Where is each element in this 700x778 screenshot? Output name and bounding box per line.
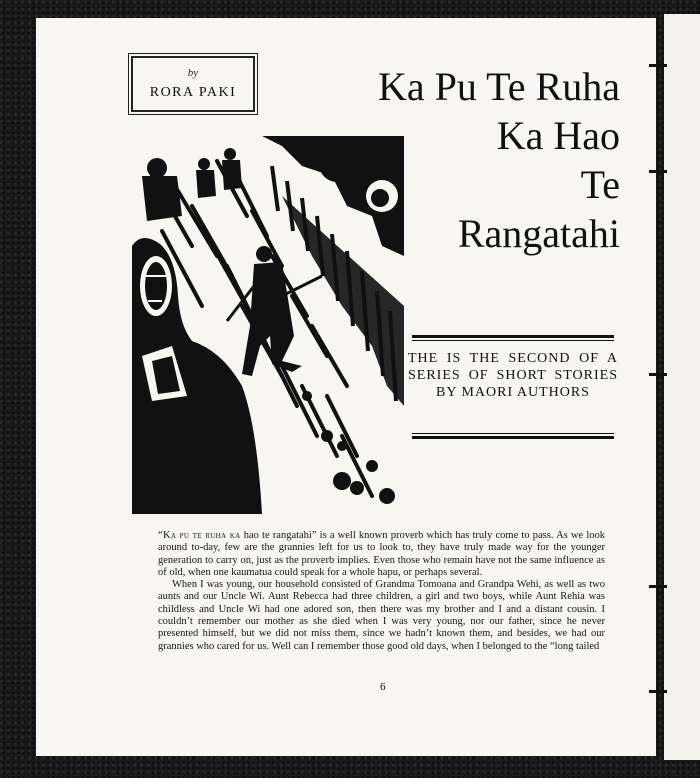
facing-page-edge (664, 14, 700, 760)
book-spine (657, 14, 659, 760)
author-box (128, 53, 258, 115)
page-number: 6 (380, 681, 386, 693)
binding-mark (649, 690, 667, 693)
binding-mark (649, 373, 667, 376)
title-line: Ka Hao (496, 113, 620, 158)
binding-mark (649, 64, 667, 67)
binding-mark (649, 170, 667, 173)
top-rule (412, 335, 614, 338)
author-name: RORA PAKI (149, 85, 237, 100)
author-box-inner (131, 56, 255, 112)
title-line: Te (580, 162, 620, 207)
paragraph (158, 530, 605, 579)
bottom-rule (412, 436, 614, 439)
binding-mark (649, 585, 667, 588)
byline: by (187, 67, 199, 79)
opening-words: “Ka pu te ruha ka (158, 530, 241, 541)
title-line: Ka Pu Te Ruha (378, 64, 620, 109)
paragraph-text: hao te rangatahi” is a well known proverb which has truly come to pass. As we look around to-day, few are the grannies left for us to look to, they have truly made way for the younger generation to carry on, just as the proverb implies. Even those who remain have not the same influence as of old, when one kaumatua could speak for a whole hapu, or perhaps several. (158, 530, 605, 578)
top-rule-thin (412, 340, 614, 341)
bottom-rule-thin (412, 433, 614, 434)
paragraph: When I was young, our household consisted of Grandma Tomoana and Grandpa Wehi, as well as two aunts and our Uncle Wi. Aunt Rebecca had three children, a girl and two boys, while Aunt Rehia was childless and Uncle Wi had one adored son, then there was my brother and I and a distant cousin. I couldn’t remember our mother as she died when I was very young, nor our father, since he never presented himself, but we did not miss them, since we hadn’t known them, and besides, we had our grannies who cared for us. Well can I remember those good old days, when I belonged to the “long tailed (158, 579, 605, 652)
series-note: THE IS THE SECOND OF A SERIES OF SHORT STORIES BY MAORI AUTHORS (408, 351, 618, 400)
title-line: Rangatahi (457, 211, 620, 256)
article-body (158, 530, 605, 653)
woodcut-illustration-icon (132, 136, 404, 514)
